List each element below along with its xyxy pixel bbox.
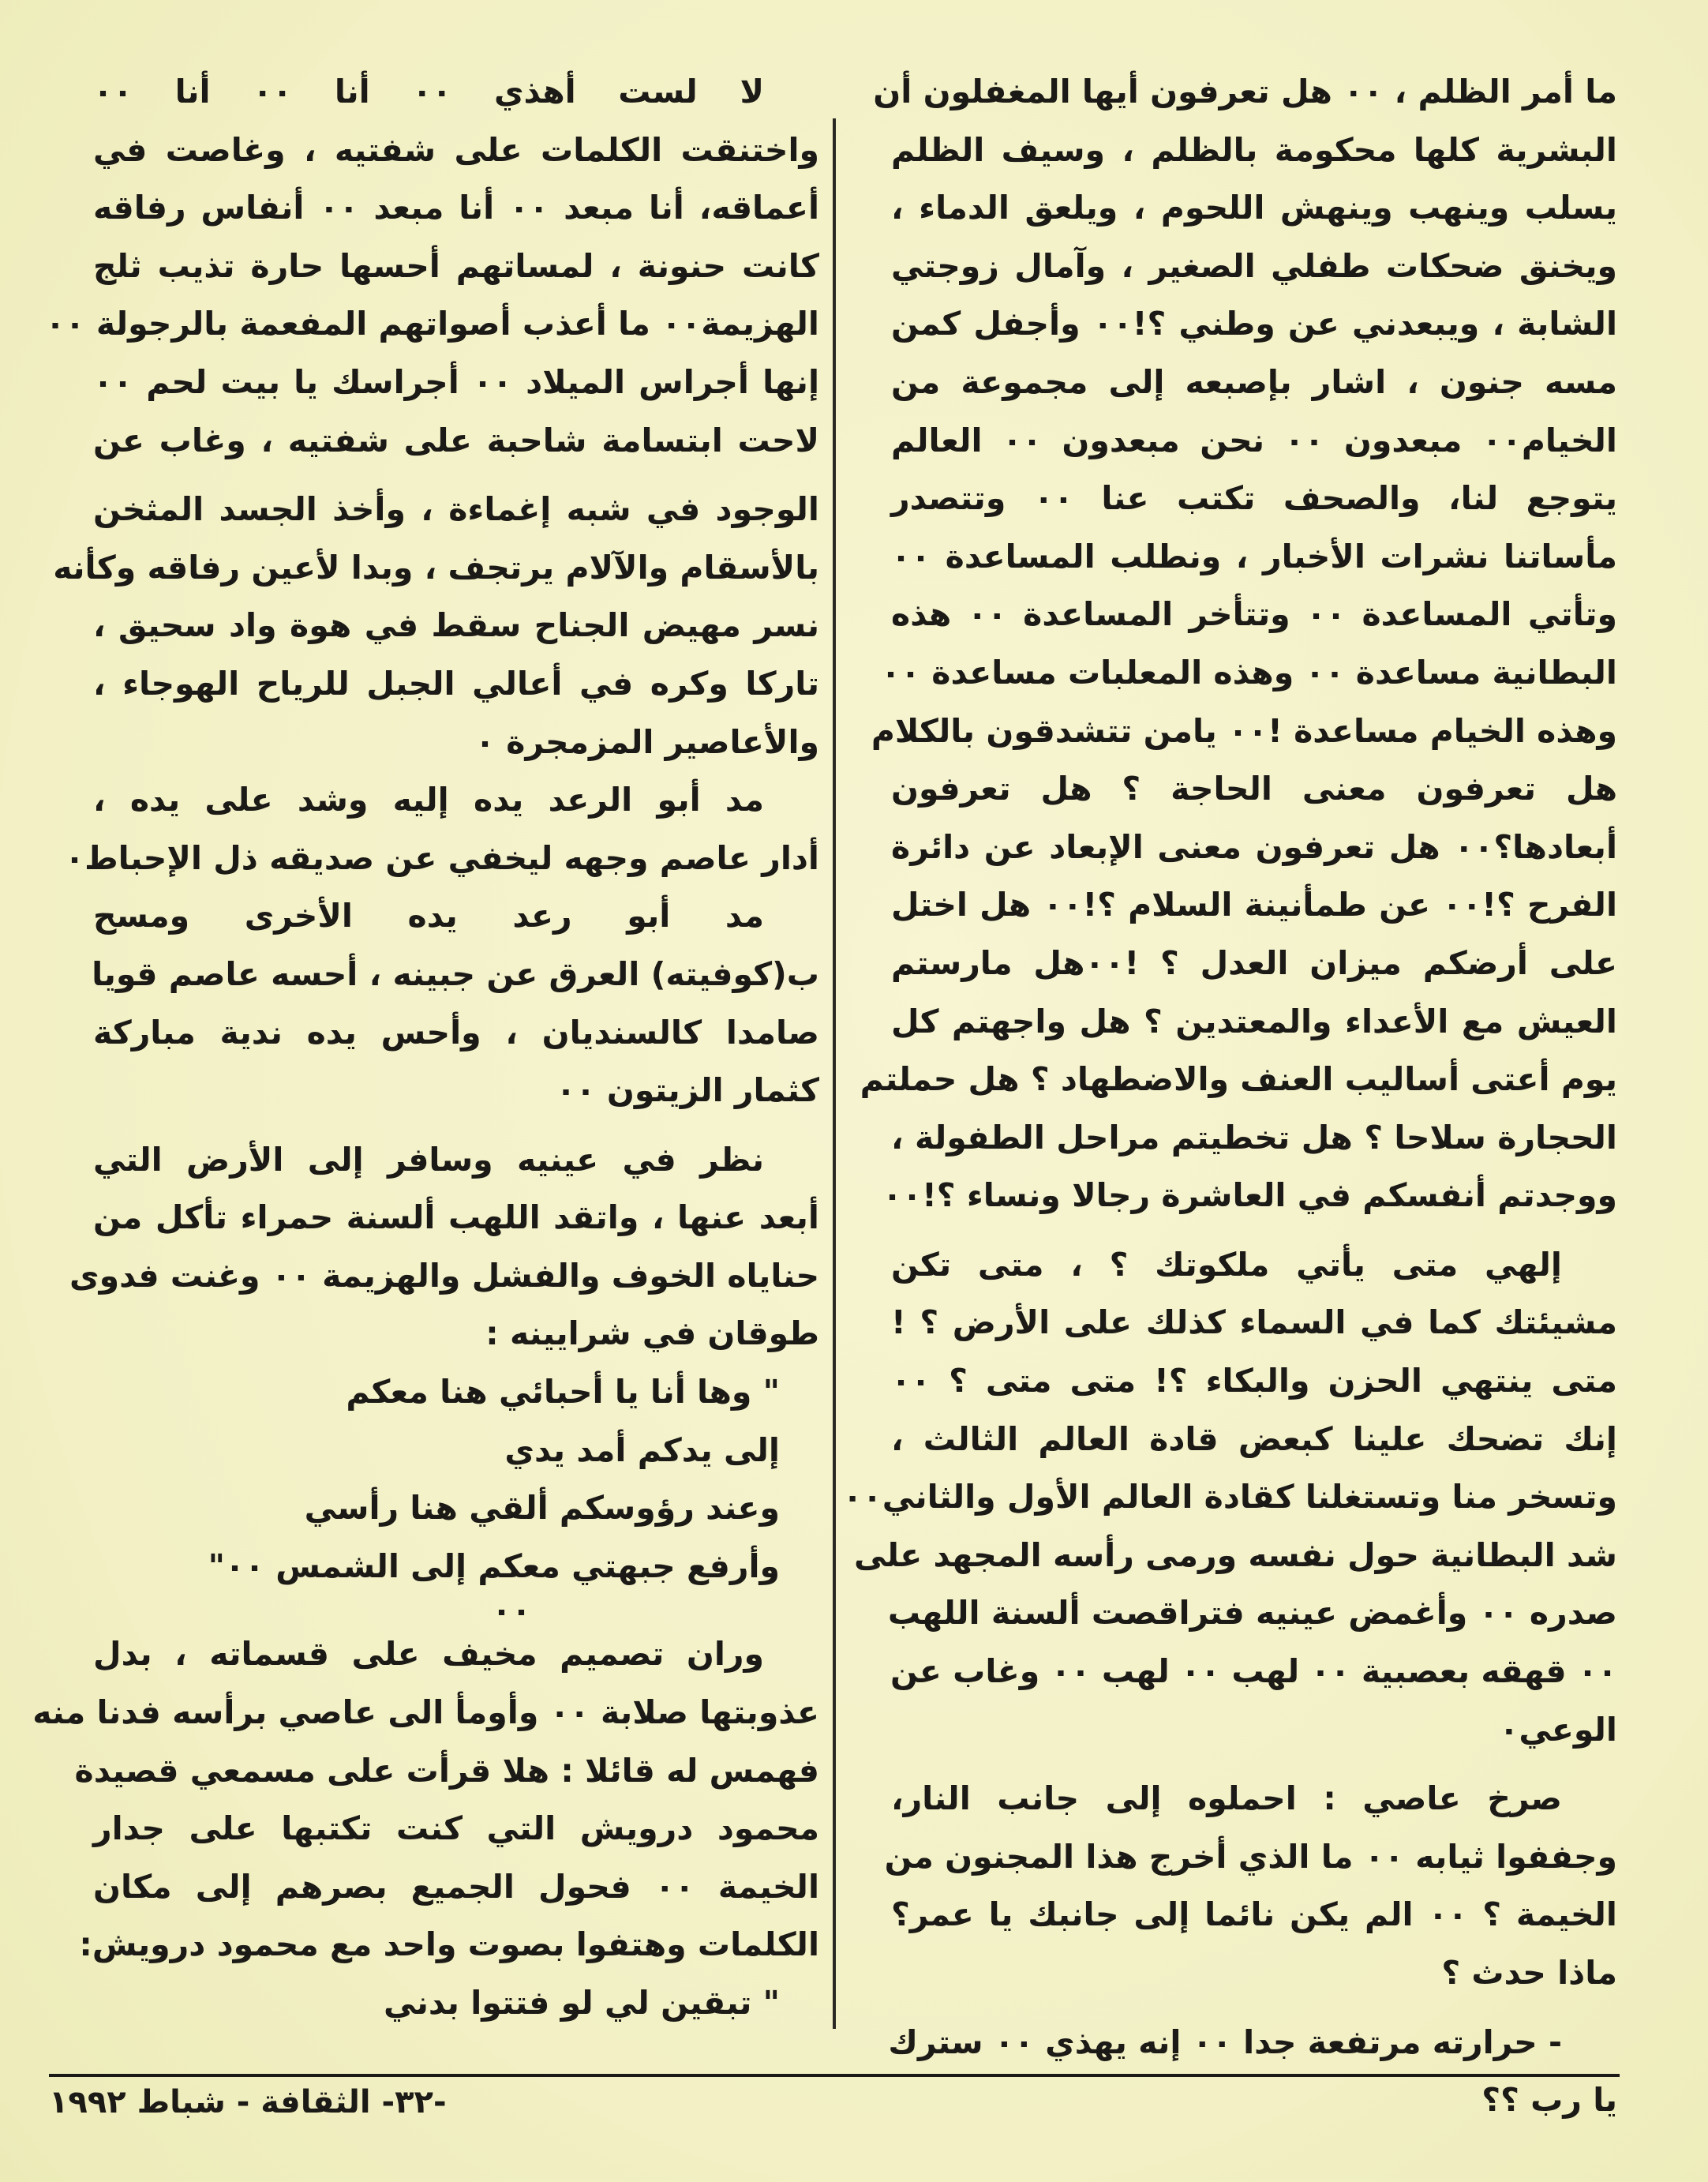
text-line: الشابة ، ويبعدني عن وطني ؟!٠٠ وأجفل كمن <box>891 305 1617 343</box>
text-line: ووجدتم أنفسكم في العاشرة رجالا ونساء ؟!٠٠ <box>882 1176 1617 1215</box>
text-line: أعماقه، أنا مبعد ٠٠ أنا مبعد ٠٠ أنفاس رفاقه <box>93 189 819 227</box>
text-line: ٠٠ قهقه بعصبية ٠٠ لهب ٠٠ لهب ٠٠ وغاب عن <box>890 1652 1617 1691</box>
text-line: صرخ عاصي : احملوه إلى جانب النار، <box>891 1779 1562 1818</box>
text-line: أدار عاصم وجهه ليخفي عن صديقه ذل الإحباط٠ <box>65 838 819 877</box>
text-line: هل تعرفون معنى الحاجة ؟ هل تعرفون <box>891 770 1617 808</box>
text-line: العيش مع الأعداء والمعتدين ؟ هل واجهتم كل <box>891 1002 1617 1040</box>
text-line: محمود درويش التي كنت تكتبها على جدار <box>93 1809 819 1848</box>
text-line: نظر في عينيه وسافر إلى الأرض التي <box>93 1140 764 1179</box>
text-line: يسلب وينهب وينهش اللحوم ، ويلعق الدماء ، <box>891 189 1617 227</box>
text-line: متى ينتهي الحزن والبكاء ؟! متى متى ؟ ٠٠ <box>891 1362 1617 1400</box>
text-line: كانت حنونة ، لمساتهم أحسها حارة تذيب ثلج <box>93 246 819 285</box>
poem-line: " وها أنا يا أحبائي هنا معكم <box>346 1373 780 1412</box>
text-line: يا رب ؟؟ <box>1481 2081 1617 2120</box>
text-line: شد البطانية حول نفسه ورمى رأسه المجهد على <box>853 1535 1617 1574</box>
text-line: مأساتنا نشرات الأخبار ، ونطلب المساعدة ٠٠ <box>891 537 1617 575</box>
text-line: يوم أعتى أساليب العنف والاضطهاد ؟ هل حملتم <box>860 1060 1617 1099</box>
text-line: تاركا وكره في أعالي الجبل للرياح الهوجاء ، <box>93 664 819 703</box>
text-line: صدره ٠٠ وأغمض عينيه فتراقصت ألسنة اللهب <box>887 1594 1617 1633</box>
text-line: على أرضكم ميزان العدل ؟ !٠٠هل مارستم <box>891 943 1617 982</box>
text-line: الخيمة ؟ ٠٠ الم يكن نائما إلى جانبك يا عمر؟ <box>891 1895 1617 1934</box>
text-line: إنك تضحك علينا كبعض قادة العالم الثالث ، <box>891 1419 1617 1458</box>
poem-block-fadwa-tuqan <box>93 1363 819 1595</box>
text-line: وجففوا ثيابه ٠٠ ما الذي أخرج هذا المجنون من <box>884 1837 1617 1876</box>
text-line: والأعاصير المزمجرة ٠ <box>475 722 819 761</box>
text-line: الوعي٠ <box>1499 1710 1617 1749</box>
text-line: ويخنق ضحكات طفلي الصغير ، وآمال زوجتي <box>891 246 1617 285</box>
poem-line: وأرفع جبهتي معكم إلى الشمس ٠٠" <box>208 1547 780 1585</box>
text-line: الوجود في شبه إغماءة ، وأخذ الجسد المثخن <box>93 490 819 529</box>
text-line: الحجارة سلاحا ؟ هل تخطيتم مراحل الطفولة ، <box>891 1118 1617 1157</box>
footer-rule <box>49 2074 1620 2077</box>
text-line: مد أبو الرعد يده إليه وشد على يده ، <box>93 781 764 819</box>
text-line: الهزيمة٠٠ ما أعذب أصواتهم المفعمة بالرجولة ٠٠ <box>45 305 819 343</box>
text-line: يتوجع لنا، والصحف تكتب عنا ٠٠ وتتصدر <box>891 479 1618 518</box>
text-line: لا لست أهذي ٠٠ أنا ٠٠ أنا ٠٠ <box>93 73 764 111</box>
text-line: وتسخر منا وتستغلنا كقادة العالم الأول والثاني٠٠ <box>842 1478 1617 1517</box>
text-line: البشرية كلها محكومة بالظلم ، وسيف الظلم <box>891 130 1617 169</box>
text-line: واختنقت الكلمات على شفتيه ، وغاصت في <box>93 130 819 169</box>
text-line: نسر مهيض الجناح سقط في هوة واد سحيق ، <box>93 606 819 645</box>
text-line: الخيام٠٠ مبعدون ٠٠ نحن مبعدون ٠٠ العالم <box>891 421 1617 459</box>
text-line: أبعد عنها ، واتقد اللهب ألسنة حمراء تأكل من <box>93 1198 819 1237</box>
text-line: أبعادها؟٠٠ هل تعرفون معنى الإبعاد عن دائرة <box>891 827 1617 866</box>
text-line: كثمار الزيتون ٠٠ <box>556 1071 819 1110</box>
text-line: لاحت ابتسامة شاحبة على شفتيه ، وغاب عن <box>93 421 819 459</box>
text-line: عذوبتها صلابة ٠٠ وأومأ الى عاصي برأسه فدنا منه <box>32 1693 819 1732</box>
text-line: فهمس له قائلا : هلا قرأت على مسمعي قصيدة <box>74 1751 819 1790</box>
text-line: ماذا حدث ؟ <box>1441 1954 1617 1992</box>
poem-line-darwish: " تبقين لي لو فتتوا بدني <box>383 1984 780 2022</box>
text-line: إلهي متى يأتي ملكوتك ؟ ، متى تكن <box>891 1245 1562 1284</box>
poem-separator-dots: ٠٠ <box>491 1592 532 1630</box>
text-line: وران تصميم مخيف على قسماته ، بدل <box>93 1635 764 1674</box>
text-line: وتأتي المساعدة ٠٠ وتتأخر المساعدة ٠٠ هذه <box>891 595 1617 634</box>
text-line: بالأسقام والآلام يرتجف ، وبدا لأعين رفاقه وكأنه <box>53 548 819 587</box>
page-footer: -٣٢- الثقافة - شباط ١٩٩٢ <box>49 2084 447 2120</box>
right-column <box>842 63 1618 2120</box>
text-line: ب(كوفيته) العرق عن جبينه ، أحسه عاصم قويا <box>92 954 819 993</box>
left-column-body <box>45 63 819 1363</box>
text-line: ما أمر الظلم ، ٠٠ هل تعرفون أيها المغفلون أن <box>873 73 1617 111</box>
text-line: وهذه الخيام مساعدة !٠٠ يامن تتشدقون بالكلام <box>871 711 1617 750</box>
text-line: الفرح ؟!٠٠ عن طمأنينة السلام ؟!٠٠ هل اختل <box>891 886 1617 924</box>
text-line: صامدا كالسنديان ، وأحس يده ندية مباركة <box>93 1013 819 1052</box>
left-column <box>32 63 819 2068</box>
text-line: الخيمة ٠٠ فحول الجميع بصرهم إلى مكان <box>93 1867 819 1906</box>
text-line: حناياه الخوف والفشل والهزيمة ٠٠ وغنت فدوى <box>69 1256 819 1295</box>
text-line: مسه جنون ، اشار بإصبعه إلى مجموعة من <box>891 362 1617 401</box>
text-line: - حرارته مرتفعة جدا ٠٠ إنه يهذي ٠٠ سترك <box>888 2023 1562 2061</box>
text-line: إنها أجراس الميلاد ٠٠ أجراسك يا بيت لحم ٠٠ <box>93 362 819 401</box>
poem-line: وعند رؤوسكم ألقي هنا رأسي <box>304 1489 780 1528</box>
left-column-tail <box>32 1625 819 1974</box>
text-line: البطانية مساعدة ٠٠ وهذه المعلبات مساعدة ٠٠ <box>880 653 1617 692</box>
text-line: مد أبو رعد يده الأخرى ومسح <box>93 897 764 935</box>
column-divider <box>833 118 836 2029</box>
text-line: مشيئتك كما في السماء كذلك على الأرض ؟ ! <box>891 1303 1617 1342</box>
text-line: طوقان في شرايينه : <box>485 1314 819 1353</box>
text-line: الكلمات وهتفوا بصوت واحد مع محمود درويش: <box>79 1925 819 1964</box>
poem-line: إلى يدكم أمد يدي <box>504 1430 780 1469</box>
